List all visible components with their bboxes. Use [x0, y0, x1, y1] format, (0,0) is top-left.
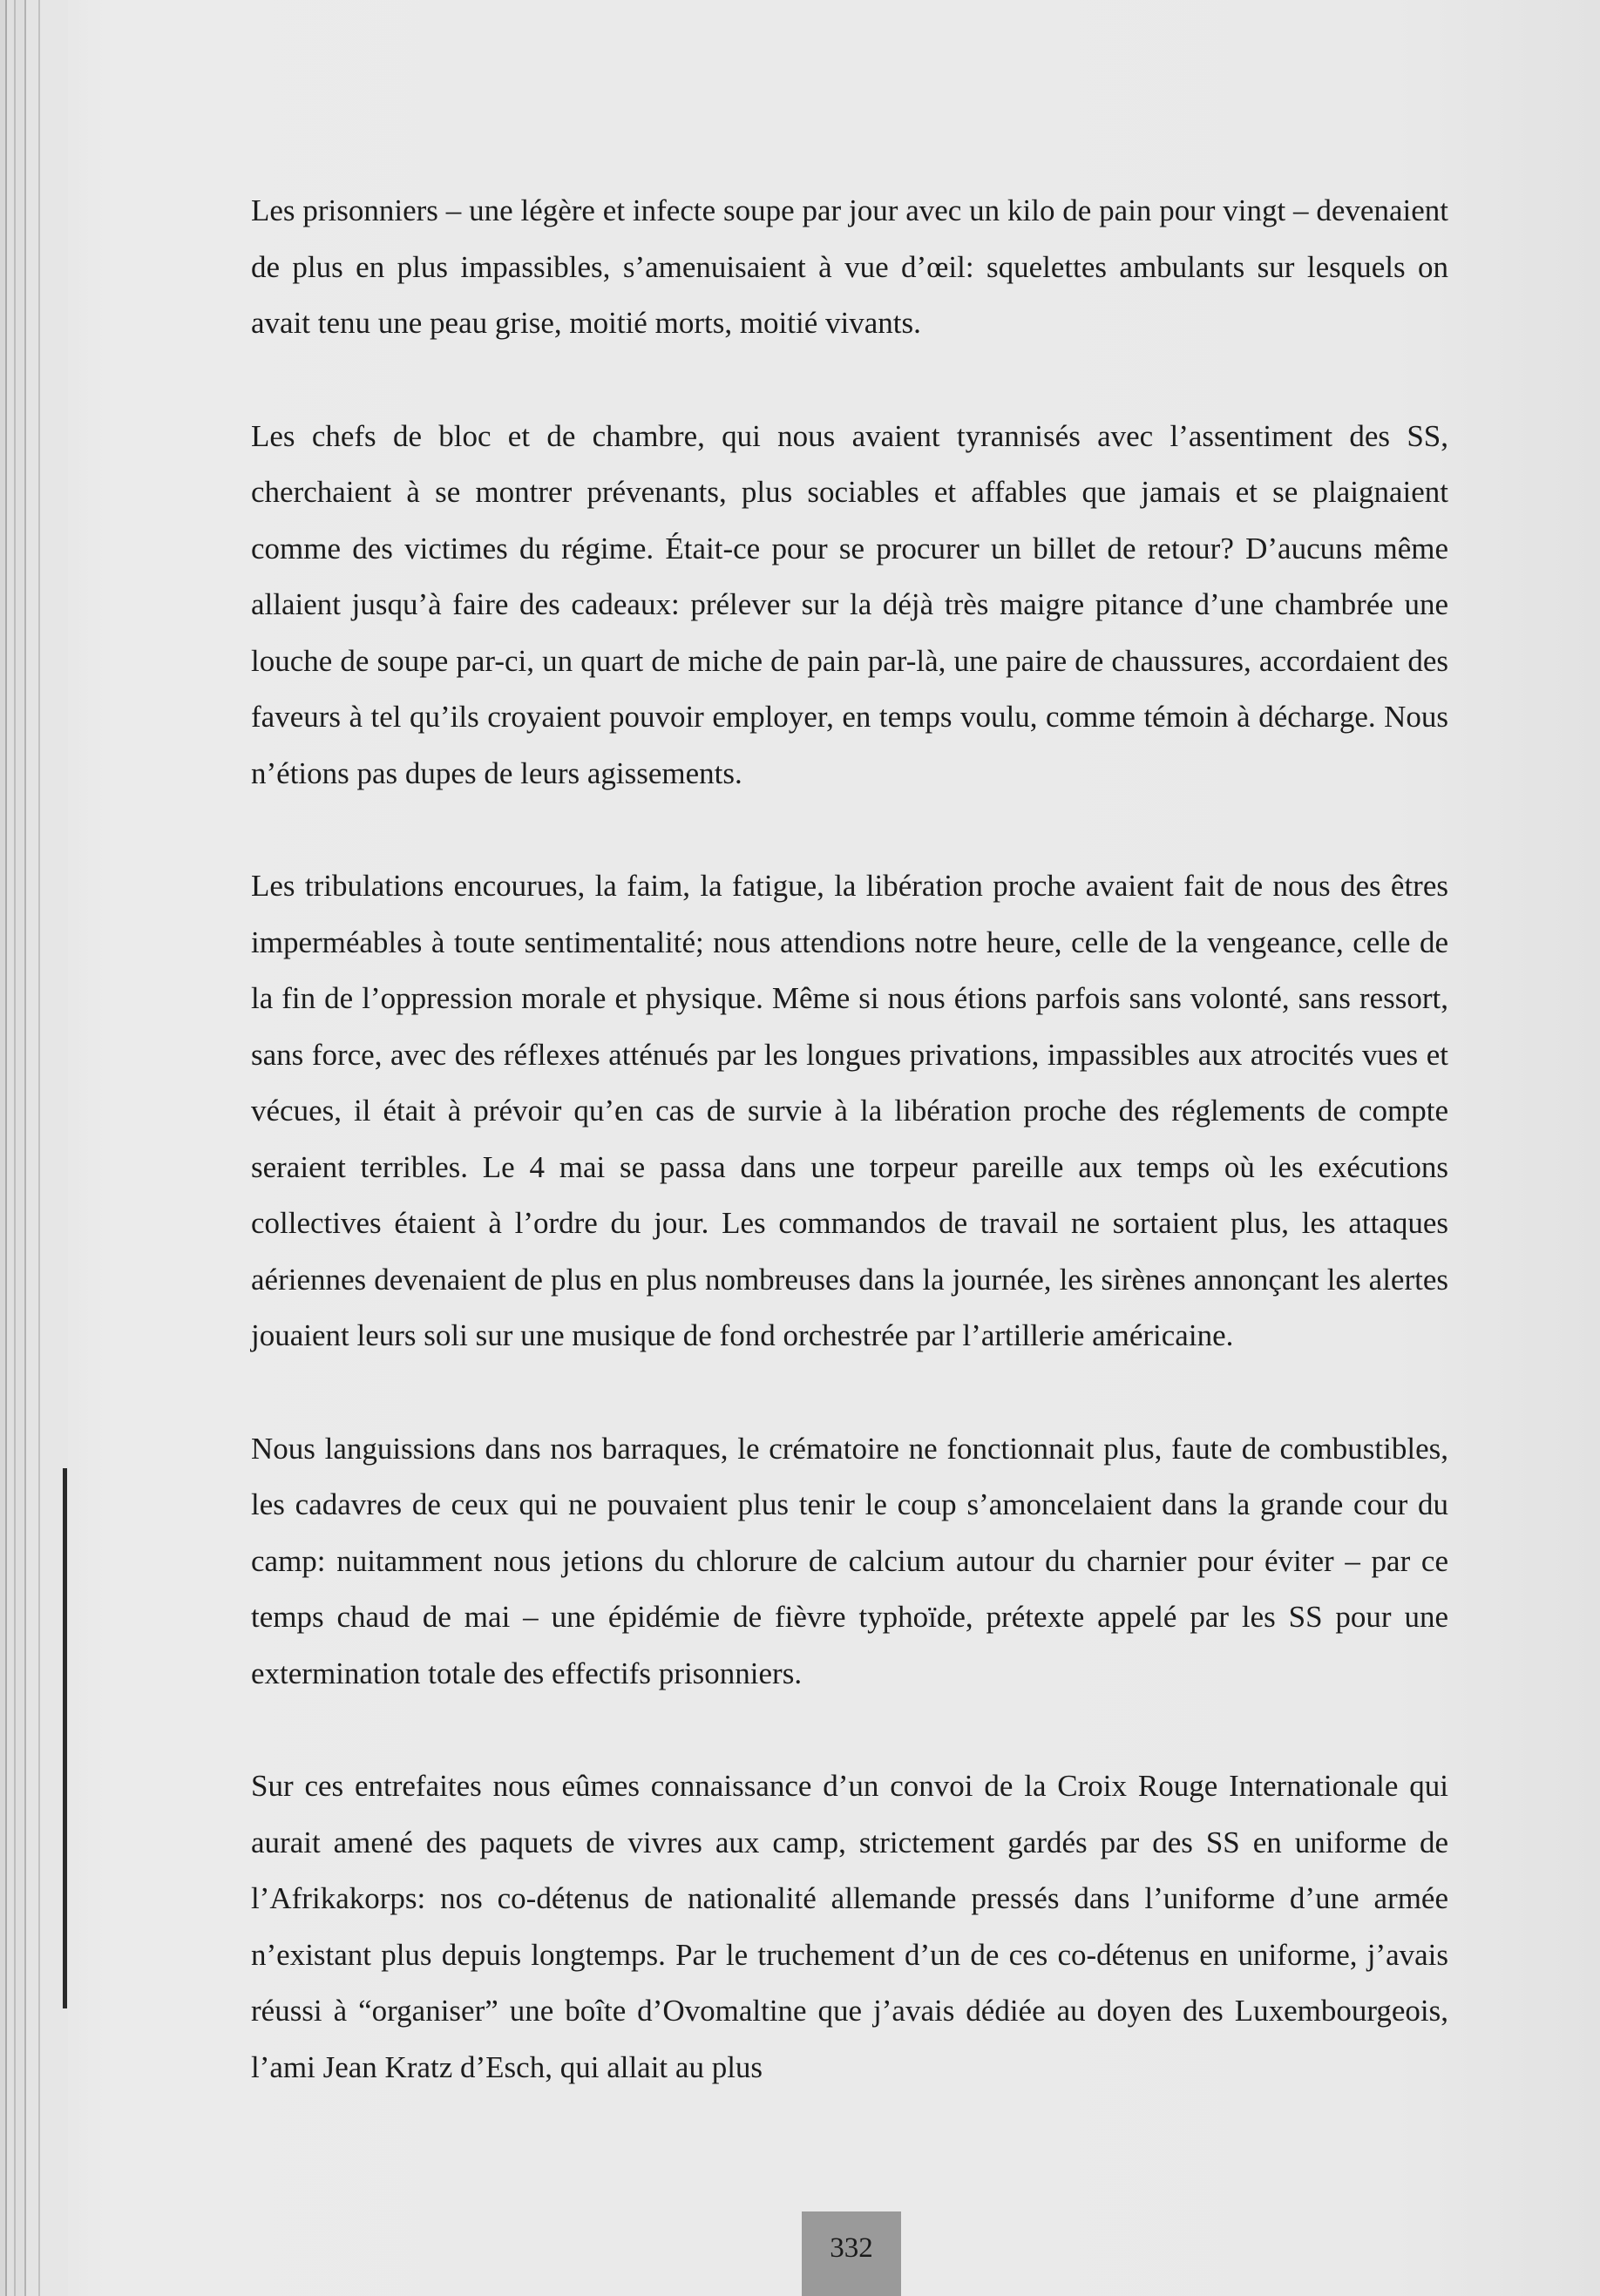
page-number-box [802, 2211, 901, 2296]
paragraph-1: Les prisonniers – une légère et infecte soupe par jour avec un kilo de pain pour vingt – devenaient de plus en plus impassibles, s’amenuisaient à vue d’œil: squelettes ambulants sur lesquels on avait tenu une peau grise, moitié morts, moitié vivants. [251, 193, 1448, 340]
paragraph-2: Les chefs de bloc et de chambre, qui nous avaient tyrannisés avec l’assentiment des SS, cherchaient à se montrer prévenants, plus sociables et affables que jamais et se plaignaient comme des victimes du régime. Était-ce pour se procurer un billet de retour? D’aucuns même allaient jusqu’à faire des cadeaux: prélever sur la déjà très maigre pitance d’une chambrée une louche de soupe par-ci, un quart de miche de pain par-là, une paire de chaussures, accordaient des faveurs à tel qu’ils croyaient pouvoir employer, en temps voulu, comme témoin à décharge. Nous n’étions pas dupes de leurs agissements. [251, 418, 1448, 790]
paragraph-3: Les tribulations encourues, la faim, la fatigue, la libération proche avaient fait de nous des êtres imperméables à toute sentimentalité; nous attendions notre heure, celle de la vengeance, celle de la fin de l’oppression morale et physique. Même si nous étions parfois sans volonté, sans ressort, sans force, avec des réflexes atténués par les longues privations, impassibles aux atrocités vues et vécues, il était à prévoir qu’en cas de survie à la libération proche des réglements de compte seraient terribles. Le 4 mai se passa dans une torpeur pareille aux temps où les exécutions collectives étaient à l’ordre du jour. Les commandos de travail ne sortaient plus, les attaques aériennes devenaient de plus en plus nombreuses dans la journée, les sirènes annonçant les alertes jouaient leurs soli sur une musique de fond orchestrée par l’artillerie américaine. [251, 869, 1448, 1352]
body-text [251, 183, 1448, 2152]
paragraph-5: Sur ces entrefaites nous eûmes connaissance d’un convoi de la Croix Rouge Internationale qui aurait amené des paquets de vivres aux camp, strictement gardés par des SS en uniforme de l’Afrikakorps: nos co-détenus de nationalité allemande pressés dans l’uniforme d’une armée n’existant plus depuis longtemps. Par le truchement d’un de ces co-détenus en uniforme, j’avais réussi à “organiser” une boîte d’Ovomaltine que j’avais dédiée au doyen des Luxembourgeois, l’ami Jean Kratz d’Esch, qui allait au plus [251, 1769, 1448, 2084]
page-number: 332 [830, 2232, 873, 2264]
book-spine [0, 0, 68, 2296]
binding-shadow [63, 1468, 67, 2008]
paragraph-4: Nous languissions dans nos barraques, le crématoire ne fonctionnait plus, faute de combustibles, les cadavres de ceux qui ne pouvaient plus tenir le coup s’amoncelaient dans la grande cour du camp: nuitamment nous jetions du chlorure de calcium autour du charnier pour éviter – par ce temps chaud de mai – une épidémie de fièvre typhoïde, prétexte appelé par les SS pour une extermination totale des effectifs prisonniers. [251, 1431, 1448, 1690]
